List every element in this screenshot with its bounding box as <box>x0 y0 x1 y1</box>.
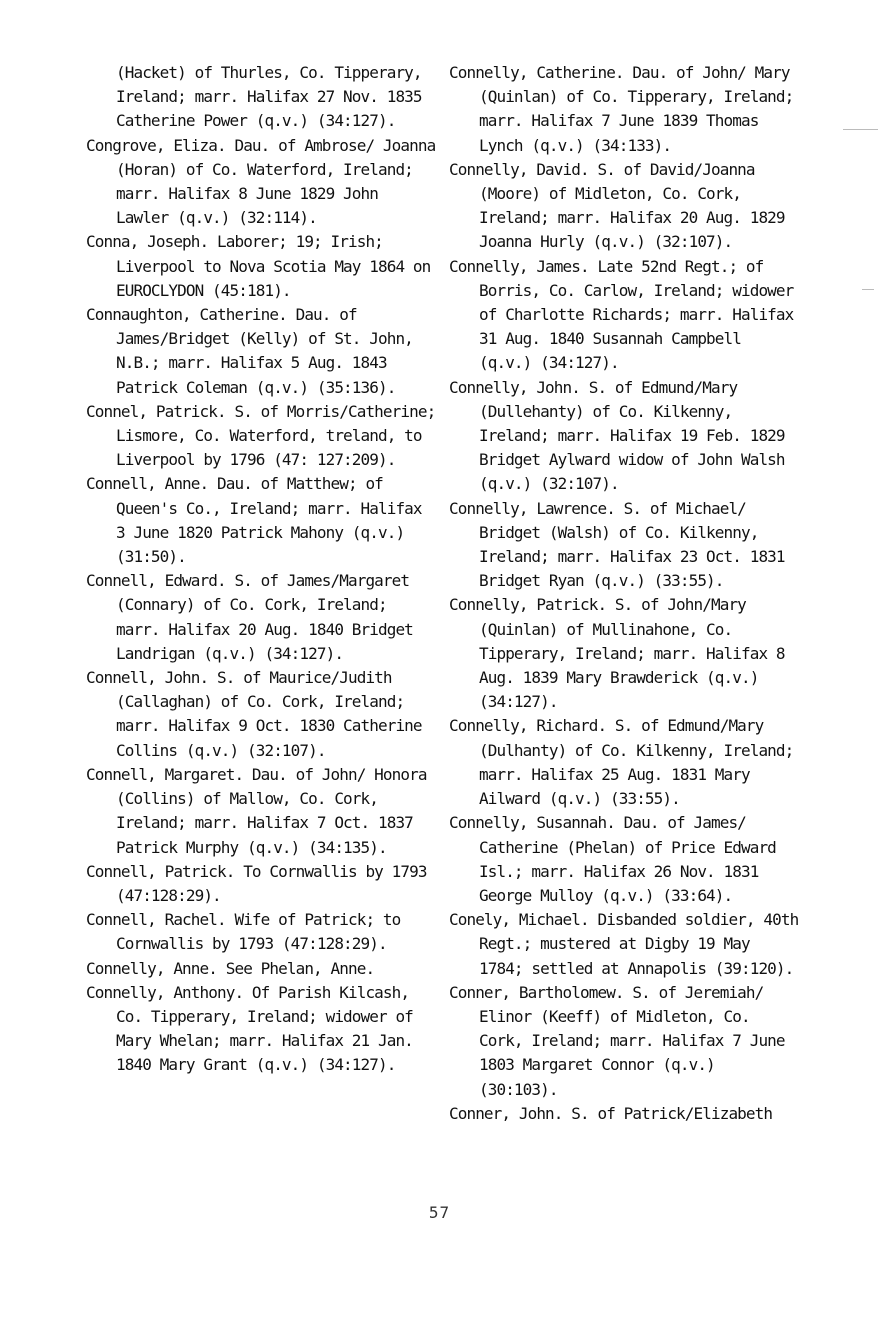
entry-continuation: (Hacket) of Thurles, Co. Tipperary, Ireland; marr. Halifax 27 Nov. 1835 Catherine Power (q.v.) (34:127). <box>116 63 431 131</box>
entry-connelly-john: Connelly, John. S. of Edmund/Mary (Dullehanty) of Co. Kilkenny, Ireland; marr. Halifax 19 Feb. 1829 Bridget Aylward widow of John Walsh (q.v.) (32:107). <box>449 377 794 494</box>
entry-connelly-lawrence: Connelly, Lawrence. S. of Michael/ Bridget (Walsh) of Co. Kilkenny, Ireland; marr. Halifax 23 Oct. 1831 Bridget Ryan (q.v.) (33:55). <box>449 498 794 591</box>
entry-connel-patrick: Connel, Patrick. S. of Morris/Catherine; Lismore, Co. Waterford, treland, to Liverpool by 1796 (47: 127:209). <box>86 401 445 470</box>
entry-connelly-richard: Connelly, Richard. S. of Edmund/Mary (Dulhanty) of Co. Kilkenny, Ireland; marr. Halifax 25 Aug. 1831 Mary Ailward (q.v.) (33:55). <box>449 716 803 809</box>
margin-scan-mark <box>843 129 878 130</box>
entry-connaughton-catherine: Connaughton, Catherine. Dau. of James/Bridget (Kelly) of St. John, N.B.; marr. Halifax 5 Aug. 1843 Patrick Coleman (q.v.) (35:136). <box>86 305 422 397</box>
entry-conely-michael: Conely, Michael. Disbanded soldier, 40th Regt.; mustered at Digby 19 May 1784; settled at Annapolis (39:120). <box>449 910 808 978</box>
entry-connell-rachel: Connell, Rachel. Wife of Patrick; to Cornwallis by 1793 (47:128:29). <box>86 910 410 954</box>
entry-connelly-anne: Connelly, Anne. See Phelan, Anne. <box>86 958 375 978</box>
entry-conner-john: Conner, John. S. of Patrick/Elizabeth <box>449 1103 773 1123</box>
entry-connell-edward: Connell, Edward. S. of James/Margaret (Connary) of Co. Cork, Ireland; marr. Halifax 20 Aug. 1840 Bridget Landrigan (q.v.) (34:127). <box>86 571 422 663</box>
right-column <box>449 61 808 1126</box>
page-number: 57 <box>428 1203 451 1222</box>
entry-connelly-susannah: Connelly, Susannah. Dau. of James/ Catherine (Phelan) of Price Edward Isl.; marr. Halifax 26 Nov. 1831 George Mulloy (q.v.) (33:64). <box>449 813 785 905</box>
entry-congrove-eliza: Congrove, Eliza. Dau. of Ambrose/ Joanna (Horan) of Co. Waterford, Ireland; marr. Halifax 8 June 1829 John Lawler (q.v.) (32:114). <box>86 135 445 228</box>
entry-conner-bartholomew: Conner, Bartholomew. S. of Jeremiah/ Elinor (Keeff) of Midleton, Co. Cork, Ireland; marr. Halifax 7 June 1803 Margaret Connor (q.v.) (30:103). <box>449 982 794 1099</box>
left-column <box>86 61 445 1078</box>
entry-connelly-patrick: Connelly, Patrick. S. of John/Mary (Quinlan) of Mullinahone, Co. Tipperary, Ireland; marr. Halifax 8 Aug. 1839 Mary Brawderick (q.v.) (34:127). <box>449 595 794 712</box>
entry-connelly-david: Connelly, David. S. of David/Joanna (Moore) of Midleton, Co. Cork, Ireland; marr. Halifax 20 Aug. 1829 Joanna Hurly (q.v.) (32:107). <box>449 159 794 252</box>
margin-scan-mark <box>862 289 874 290</box>
entry-connelly-catherine: Connelly, Catherine. Dau. of John/ Mary (Quinlan) of Co. Tipperary, Ireland; marr. Halifax 7 June 1839 Thomas Lynch (q.v.) (34:133). <box>449 63 803 155</box>
entry-connelly-james: Connelly, James. Late 52nd Regt.; of Borris, Co. Carlow, Ireland; widower of Charlotte Richards; marr. Halifax 31 Aug. 1840 Susannah Campbell (q.v.) (34:127). <box>449 256 803 373</box>
entry-connell-john: Connell, John. S. of Maurice/Judith (Callaghan) of Co. Cork, Ireland; marr. Halifax 9 Oct. 1830 Catherine Collins (q.v.) (32:107). <box>86 668 431 760</box>
entry-connelly-anthony: Connelly, Anthony. Of Parish Kilcash, Co. Tipperary, Ireland; widower of Mary Whelan; marr. Halifax 21 Jan. 1840 Mary Grant (q.v.) (34:127). <box>86 982 422 1075</box>
entry-conna-joseph: Conna, Joseph. Laborer; 19; Irish; Liverpool to Nova Scotia May 1864 on EUROCLYDON (45:181). <box>86 232 440 300</box>
entry-connell-anne: Connell, Anne. Dau. of Matthew; of Queen's Co., Ireland; marr. Halifax 3 June 1820 Patrick Mahony (q.v.) (31:50). <box>86 474 431 567</box>
entry-connell-patrick: Connell, Patrick. To Cornwallis by 1793 (47:128:29). <box>86 861 436 905</box>
entry-connell-margaret: Connell, Margaret. Dau. of John/ Honora (Collins) of Mallow, Co. Cork, Ireland; marr. Halifax 7 Oct. 1837 Patrick Murphy (q.v.) (34:135). <box>86 764 436 857</box>
